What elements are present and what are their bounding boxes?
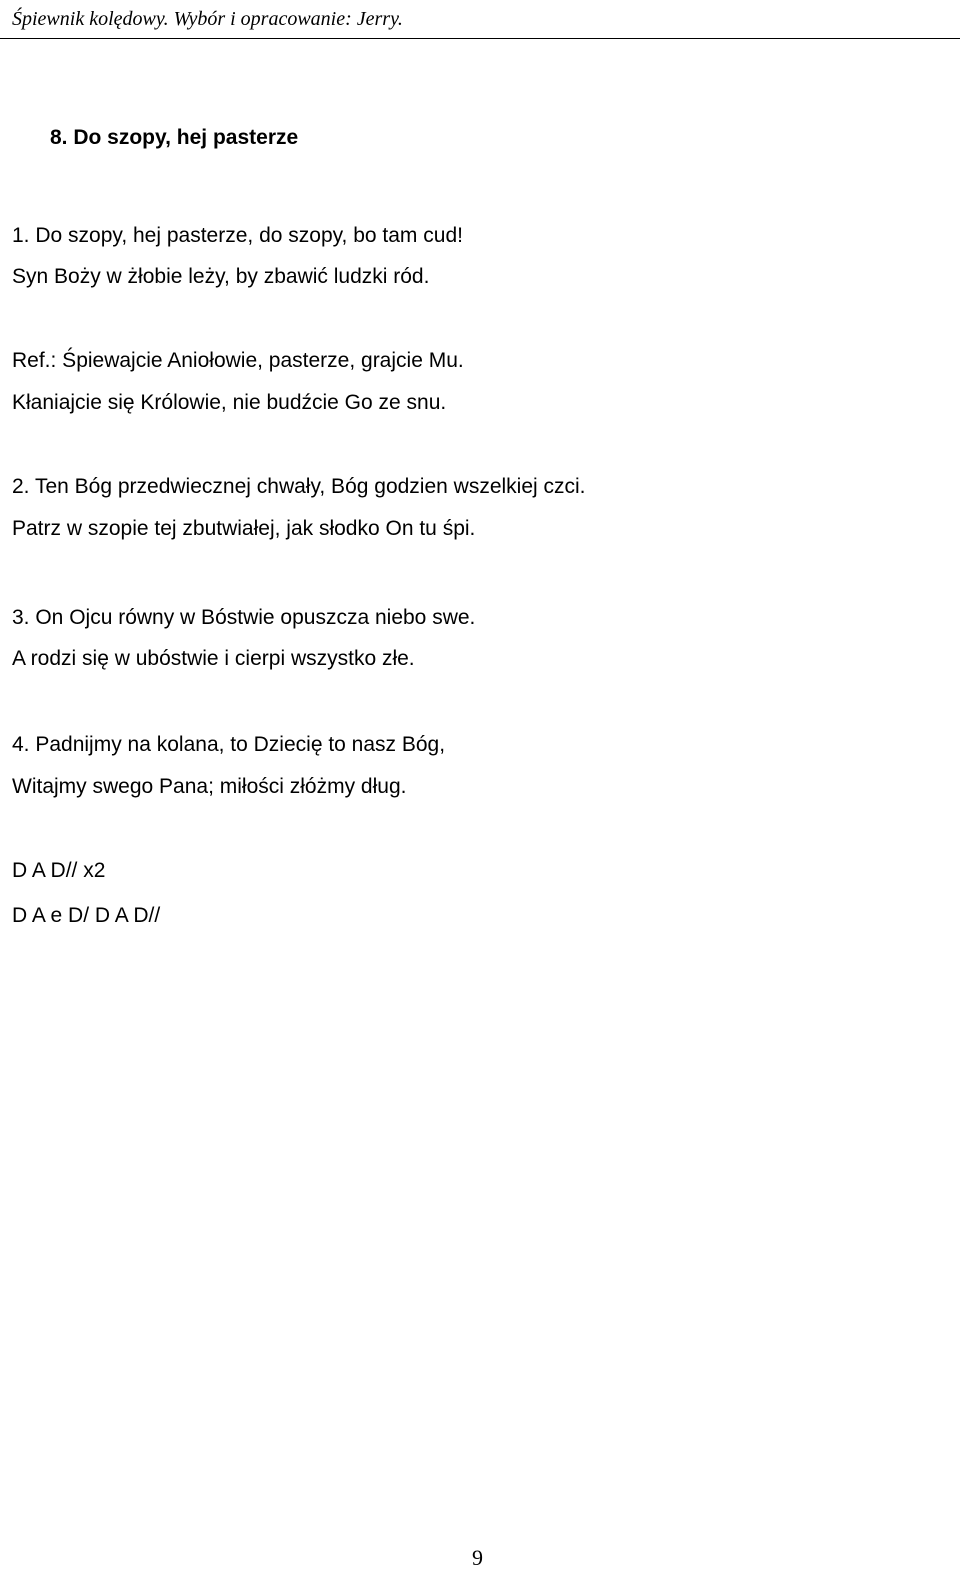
song-title: 8. Do szopy, hej pasterze	[50, 126, 299, 149]
refrain-line-2: Kłaniajcie się Królowie, nie budźcie Go ze snu.	[12, 391, 447, 414]
verse-1-line-1: 1. Do szopy, hej pasterze, do szopy, bo tam cud!	[12, 224, 463, 247]
verse-1-line-2: Syn Boży w żłobie leży, by zbawić ludzki ród.	[12, 265, 430, 288]
refrain-line-1: Ref.: Śpiewajcie Aniołowie, pasterze, grajcie Mu.	[12, 349, 464, 372]
chord-line-2: D A e D/ D A D//	[12, 904, 161, 927]
verse-2-line-1: 2. Ten Bóg przedwiecznej chwały, Bóg godzien wszelkiej czci.	[12, 475, 586, 498]
running-header: Śpiewnik kolędowy. Wybór i opracowanie: Jerry.	[12, 8, 403, 30]
header-divider	[0, 38, 960, 39]
verse-3-line-2: A rodzi się w ubóstwie i cierpi wszystko złe.	[12, 647, 415, 670]
verse-2-line-2: Patrz w szopie tej zbutwiałej, jak słodko On tu śpi.	[12, 517, 476, 540]
chord-line-1: D A D// x2	[12, 859, 106, 882]
verse-4-line-2: Witajmy swego Pana; miłości złóżmy dług.	[12, 775, 407, 798]
verse-3-line-1: 3. On Ojcu równy w Bóstwie opuszcza niebo swe.	[12, 606, 476, 629]
page-number: 9	[472, 1545, 483, 1570]
verse-4-line-1: 4. Padnijmy na kolana, to Dziecię to nasz Bóg,	[12, 733, 446, 756]
